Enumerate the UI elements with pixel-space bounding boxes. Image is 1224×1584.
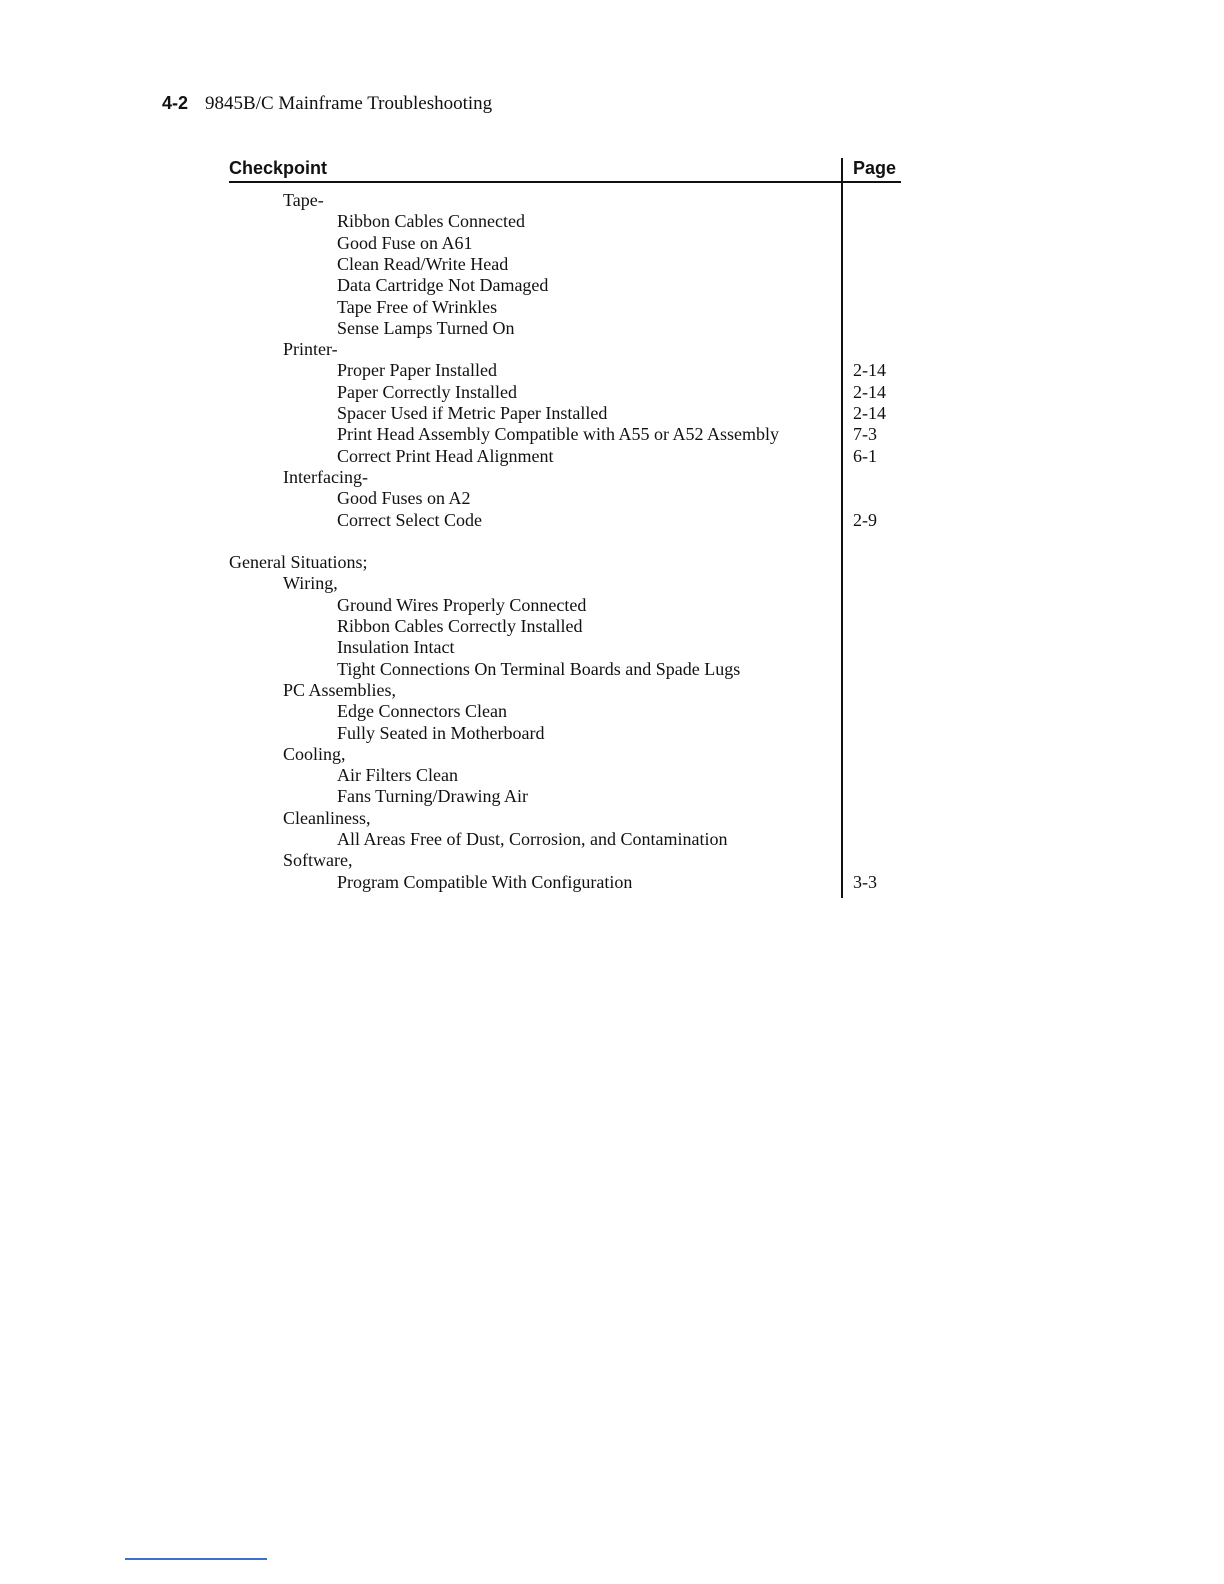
page-number: 4-2 <box>162 93 189 113</box>
page-header <box>162 93 492 115</box>
table-row <box>229 594 901 616</box>
checkpoint-text: Insulation Intact <box>337 637 455 658</box>
table-row <box>229 466 901 488</box>
table-row <box>229 338 901 360</box>
checkpoint-text: Program Compatible With Configuration <box>337 871 633 892</box>
table-row <box>229 764 901 786</box>
checkpoint-text: Good Fuses on A2 <box>337 488 471 509</box>
table-row <box>229 807 901 829</box>
checkpoint-text: Fans Turning/Drawing Air <box>337 786 529 807</box>
checkpoint-text: Sense Lamps Turned On <box>337 317 515 338</box>
checkpoint-table <box>229 158 901 898</box>
checkpoint-text: Software, <box>283 850 353 871</box>
page-reference: 2-9 <box>853 509 877 530</box>
table-row <box>229 232 901 254</box>
checkpoint-text: Wiring, <box>283 573 338 594</box>
checkpoint-text: Clean Read/Write Head <box>337 253 509 274</box>
table-row <box>229 849 901 871</box>
table-row <box>229 743 901 765</box>
checkpoint-text: Ribbon Cables Correctly Installed <box>337 616 583 636</box>
table-row <box>229 871 901 893</box>
checkpoint-text: Cleanliness, <box>283 807 371 828</box>
checkpoint-text: Correct Select Code <box>337 509 482 530</box>
checkpoint-text: Interfacing- <box>283 466 368 487</box>
page-reference: 3-3 <box>853 871 877 892</box>
table-row <box>229 828 901 850</box>
checkpoint-text: All Areas Free of Dust, Corrosion, and Contamination <box>337 829 728 849</box>
table-row <box>229 572 901 594</box>
checkpoint-text: Tight Connections On Terminal Boards and Spade Lugs <box>337 658 741 679</box>
page-reference: 2-14 <box>853 381 886 402</box>
page-reference: 7-3 <box>853 424 877 445</box>
table-row <box>229 274 901 296</box>
checkpoint-text: Spacer Used if Metric Paper Installed <box>337 403 608 423</box>
checkpoint-text: Paper Correctly Installed <box>337 381 517 402</box>
table-row <box>229 487 901 509</box>
checkpoint-text: Edge Connectors Clean <box>337 701 507 722</box>
checkpoint-text: Printer- <box>283 339 338 360</box>
table-row <box>229 423 901 445</box>
table-row <box>229 296 901 318</box>
table-row <box>229 189 901 211</box>
table-row <box>229 359 901 381</box>
checkpoint-text: Ground Wires Properly Connected <box>337 594 587 615</box>
header-rule <box>229 181 901 183</box>
checkpoint-text: PC Assemblies, <box>283 679 397 700</box>
footer-rule <box>125 1558 267 1560</box>
table-row <box>229 679 901 701</box>
table-row <box>229 636 901 658</box>
table-row <box>229 615 901 637</box>
table-row <box>229 700 901 722</box>
checkpoint-text: Good Fuse on A61 <box>337 232 473 253</box>
page-column-header: Page <box>853 158 897 178</box>
table-row <box>229 530 901 552</box>
checkpoint-column-header: Checkpoint <box>229 158 328 178</box>
page-title: 9845B/C Mainframe Troubleshooting <box>205 93 493 114</box>
table-row <box>229 381 901 403</box>
checkpoint-text: Tape Free of Wrinkles <box>337 296 498 317</box>
table-row <box>229 785 901 807</box>
checkpoint-text: Print Head Assembly Compatible with A55 or A52 Assembly <box>337 424 779 445</box>
table-row <box>229 317 901 339</box>
checkpoint-text: General Situations; <box>229 552 368 573</box>
table-row <box>229 402 901 424</box>
table-row <box>229 658 901 680</box>
table-row <box>229 509 901 531</box>
page-reference: 6-1 <box>853 445 877 466</box>
checkpoint-text: Tape- <box>283 190 324 210</box>
page-reference: 2-14 <box>853 360 886 381</box>
checkpoint-text: Data Cartridge Not Damaged <box>337 275 549 296</box>
table-row <box>229 551 901 573</box>
checkpoint-text: Fully Seated in Motherboard <box>337 722 545 743</box>
table-row <box>229 445 901 467</box>
table-row <box>229 722 901 744</box>
checkpoint-text: Proper Paper Installed <box>337 360 497 381</box>
checkpoint-text: Ribbon Cables Connected <box>337 211 525 232</box>
checkpoint-text: Air Filters Clean <box>337 765 458 786</box>
checkpoint-text: Cooling, <box>283 743 346 764</box>
page-reference: 2-14 <box>853 403 886 423</box>
table-row <box>229 253 901 275</box>
table-row <box>229 210 901 232</box>
checkpoint-text: Correct Print Head Alignment <box>337 445 554 466</box>
